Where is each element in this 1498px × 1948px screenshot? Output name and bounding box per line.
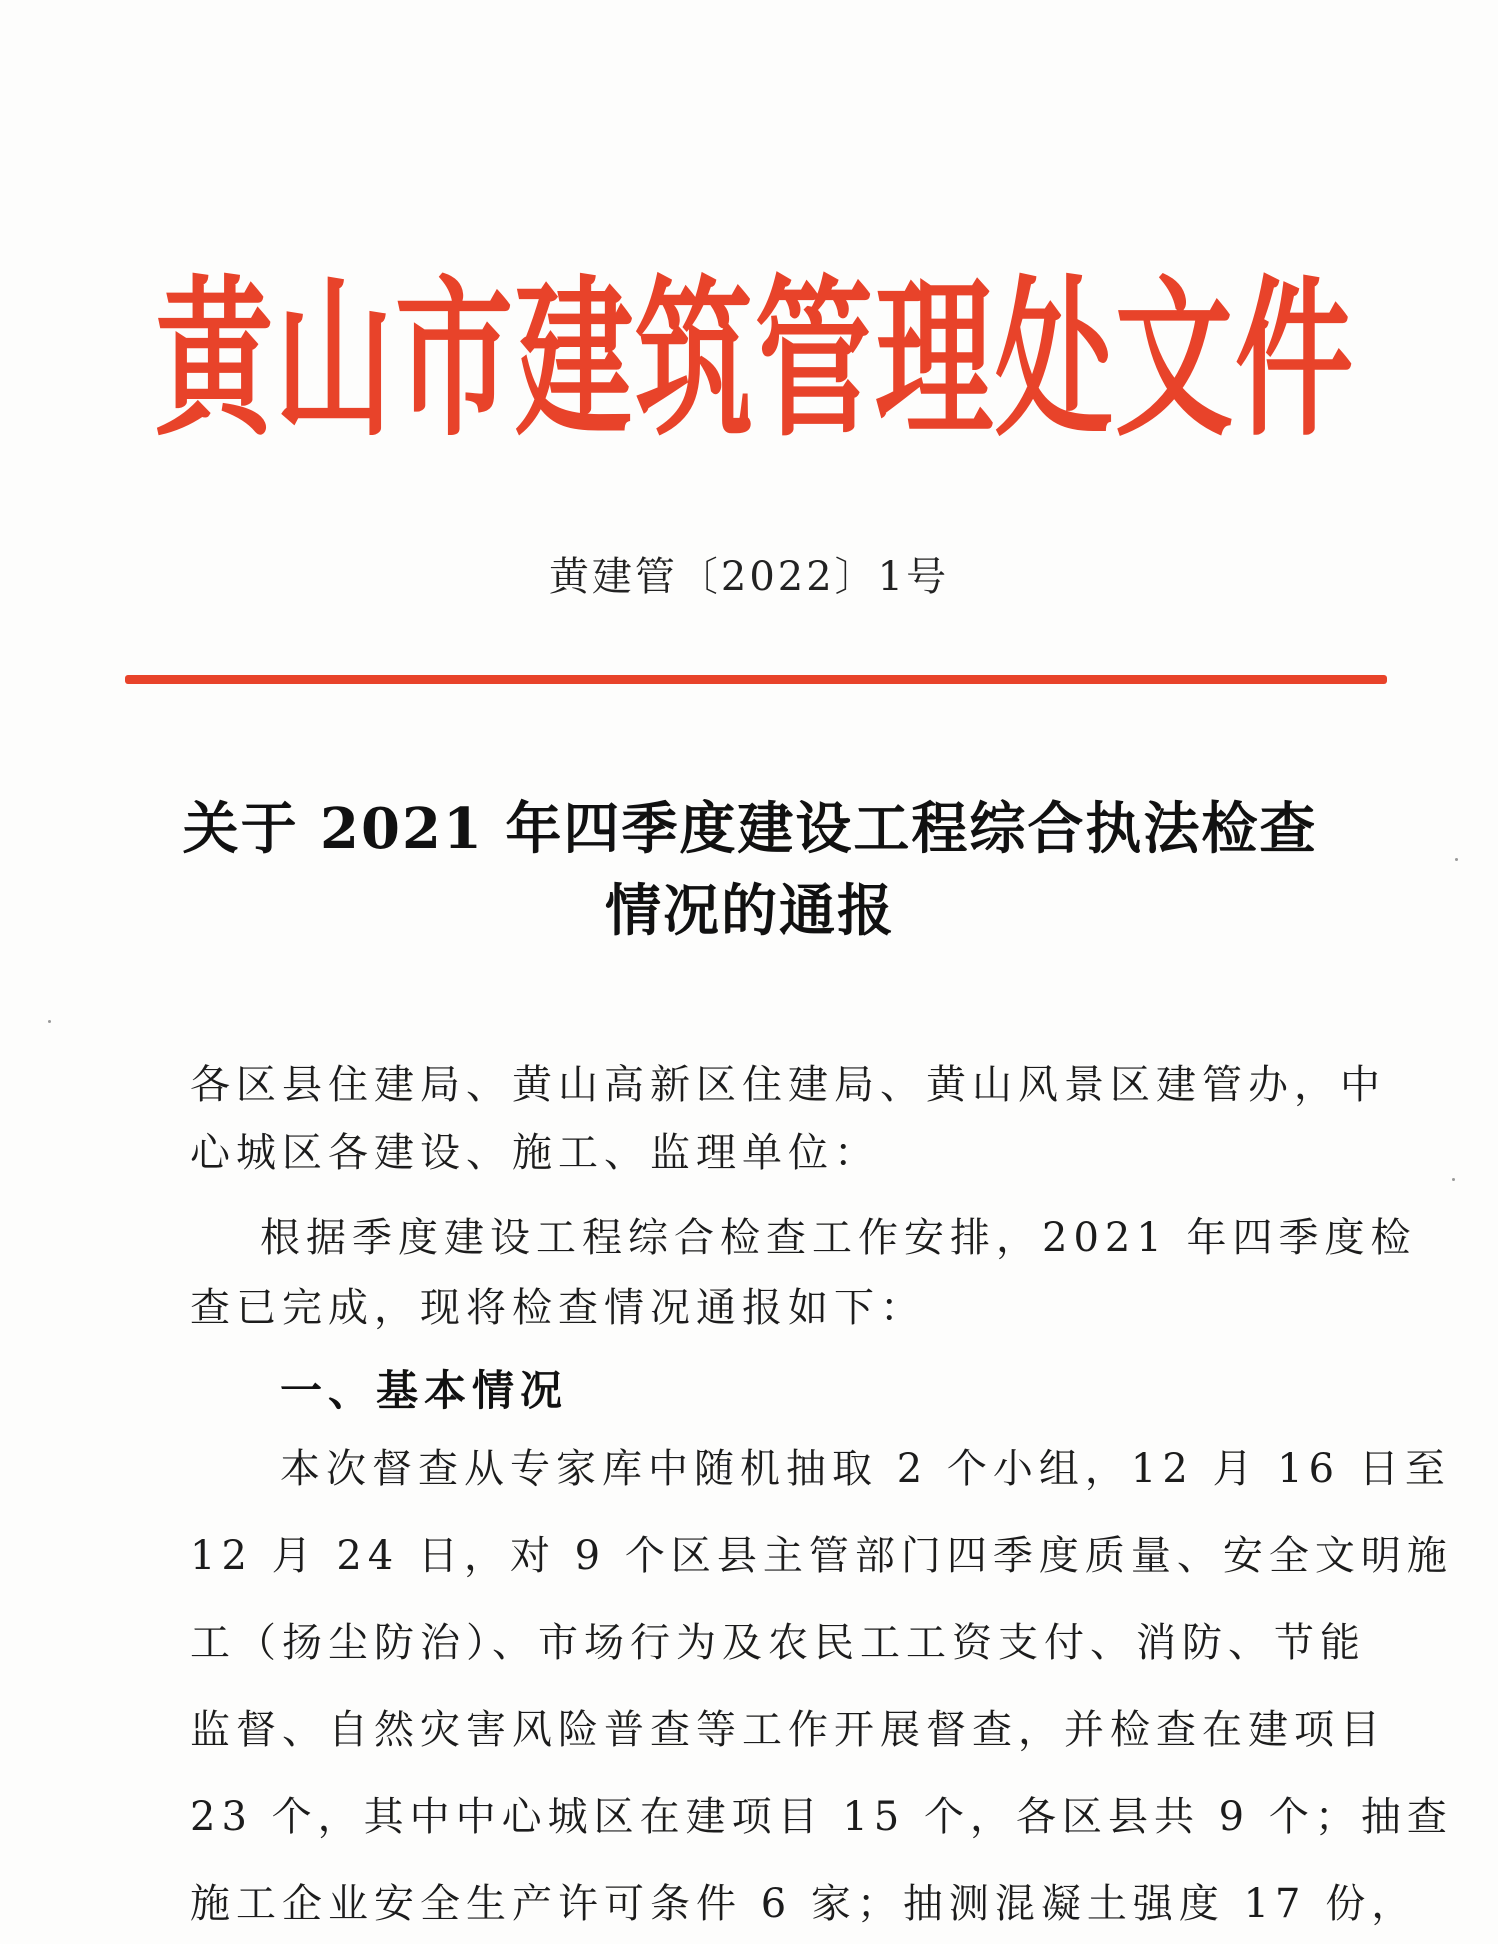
- body-line-2: 12 月 24 日，对 9 个区县主管部门四季度质量、安全文明施: [190, 1533, 1453, 1579]
- body-line-6: 施工企业安全生产许可条件 6 家；抽测混凝土强度 17 份，: [190, 1881, 1418, 1927]
- intro-line-2: 查已完成，现将检查情况通报如下：: [190, 1285, 926, 1331]
- section-heading-basic-situation: 一、基本情况: [280, 1366, 569, 1415]
- scan-speck: [48, 1020, 51, 1023]
- document-number: 黄建管〔2022〕1号: [548, 554, 950, 600]
- letterhead-title: 黄山市建筑管理处文件: [155, 259, 1356, 460]
- body-line-3: 工（扬尘防治）、市场行为及农民工工资支付、消防、节能: [190, 1620, 1366, 1666]
- scan-speck: [1452, 1178, 1455, 1181]
- intro-line-1: 根据季度建设工程综合检查工作安排，2021 年四季度检: [260, 1215, 1417, 1261]
- recipients-line-2: 心城区各建设、施工、监理单位：: [190, 1130, 880, 1176]
- red-divider-line: [125, 675, 1387, 684]
- scan-speck: [1455, 858, 1458, 861]
- notice-title-line-1: 关于 2021 年四季度建设工程综合执法检查: [182, 796, 1318, 862]
- recipients-line-1: 各区县住建局、黄山高新区住建局、黄山风景区建管办，中: [190, 1062, 1386, 1108]
- body-line-4: 监督、自然灾害风险普查等工作开展督查，并检查在建项目: [190, 1707, 1386, 1753]
- notice-title-line-2: 情况的通报: [605, 878, 895, 944]
- body-line-1: 本次督查从专家库中随机抽取 2 个小组，12 月 16 日至: [280, 1446, 1451, 1492]
- body-line-5: 23 个，其中中心城区在建项目 15 个，各区县共 9 个；抽查: [190, 1794, 1453, 1840]
